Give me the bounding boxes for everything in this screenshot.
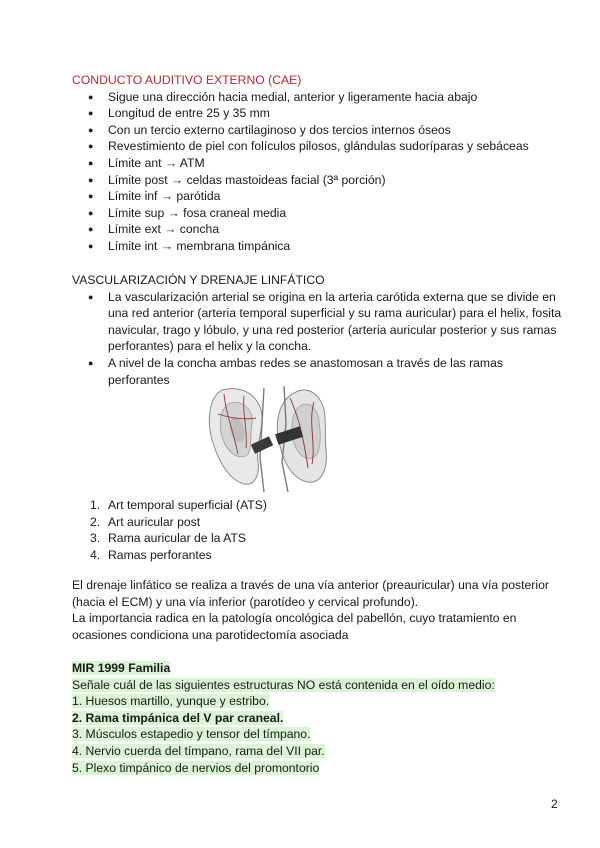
item-number: 2.: [90, 514, 101, 529]
list-item: [72, 547, 562, 564]
mir-option: 3. Músculos estapedio y tensor del tímpano.: [72, 727, 311, 742]
cae-heading: CONDUCTO AUDITIVO EXTERNO (CAE): [72, 73, 302, 87]
list-item: ● Con un tercio externo cartilaginoso y dos tercios internos óseos: [72, 122, 562, 139]
list-item: ● Límite inf → parótida: [72, 188, 562, 205]
list-item: ● Límite sup → fosa craneal media: [72, 205, 562, 222]
mir-option: 1. Huesos martillo, yunque y estribo.: [72, 694, 270, 709]
mir-option: 5. Plexo timpánico de nervios del promontorio: [72, 760, 320, 775]
list-item: ● Límite int → membrana timpánica: [72, 238, 562, 255]
importance-paragraph: La importancia radica en la patología oncológica del pabellón, cuyo tratamiento en ocasiones condiciona una parotidectomía asociada: [72, 611, 517, 642]
item-text: Art temporal superficial (ATS): [108, 498, 267, 512]
list-item: [72, 497, 562, 514]
item-number: 3.: [90, 531, 101, 546]
mir-heading: MIR 1999 Familia: [72, 661, 171, 675]
vasc-heading: VASCULARIZACIÓN Y DRENAJE LINFÁTICO: [72, 273, 325, 287]
item-text: Art auricular post: [108, 514, 201, 529]
list-item: ● Longitud de entre 25 y 35 mm: [72, 105, 562, 122]
cae-list: [72, 89, 562, 255]
vasc-section: [72, 272, 562, 388]
list-item: ● Revestimiento de piel con folículos pilosos, glándulas sudoríparas y sebáceas: [72, 138, 562, 155]
item-text: Rama auricular de la ATS: [108, 531, 246, 546]
mir-question-text: Señale cuál de las siguientes estructuras NO está contenida en el oído medio:: [72, 677, 495, 692]
list-item: ● Límite ext → concha: [72, 221, 562, 238]
list-item: ● Límite ant → ATM: [72, 155, 562, 172]
item-number: 4.: [90, 547, 101, 562]
item-number: 1.: [90, 498, 101, 512]
list-item: ● Límite post → celdas mastoideas facial (3ª porción): [72, 172, 562, 189]
list-item: ● La vascularización arterial se origina en la arteria carótida externa que se divide en una red anterior (arteria temporal superficial y su rama auricular) para el helix, fosita navicular, trago y lóbulo, y una red posterior (arteria auricular posterior y sus ramas perforantes) para el helix y la concha.: [72, 289, 562, 355]
vasc-legend: [72, 497, 562, 563]
page-number: 2: [551, 797, 558, 811]
list-item: ● Sigue una dirección hacia medial, anterior y ligeramente hacia abajo: [72, 89, 562, 106]
lymph-paragraphs: [72, 577, 562, 643]
cae-section: [72, 72, 562, 255]
mir-option: 4. Nervio cuerda del tímpano, rama del VII par.: [72, 743, 325, 758]
numbered-list: [72, 497, 562, 563]
mir-question-section: [72, 660, 562, 776]
mir-option-correct: 2. Rama timpánica del V par craneal.: [72, 710, 284, 725]
list-item: [72, 514, 562, 531]
lymph-drainage-paragraph: El drenaje linfático se realiza a través de una vía anterior (preauricular) una vía posterior (hacia el ECM) y una vía inferior (parotídeo y cervical profundo).: [72, 578, 549, 609]
vasc-list: [72, 289, 562, 389]
ear-illustration: [204, 384, 332, 492]
item-text: Ramas perforantes: [108, 547, 212, 562]
list-item: [72, 530, 562, 547]
ear-vascular-figure: [204, 384, 332, 492]
list-item: ● A nivel de la concha ambas redes se anastomosan a través de las ramas perforantes: [72, 355, 562, 388]
